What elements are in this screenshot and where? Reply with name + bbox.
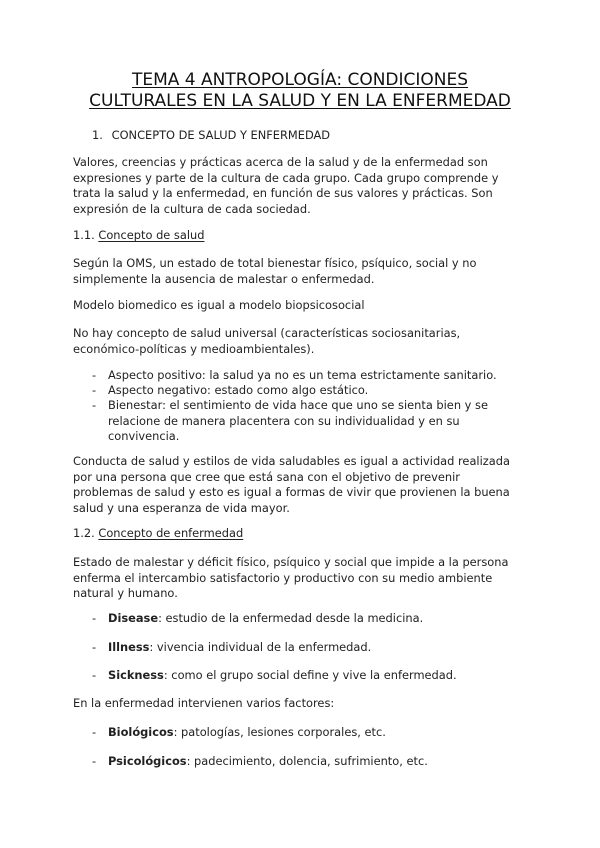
section-heading bbox=[92, 128, 330, 143]
list-dash: - bbox=[92, 725, 97, 739]
paragraph-line: Según la OMS, un estado de total bienestar físico, psíquico, social y no bbox=[73, 256, 477, 270]
list-term: Biológicos bbox=[108, 725, 174, 739]
list-dash: - bbox=[92, 668, 97, 682]
list-term: Illness bbox=[108, 640, 150, 654]
subsection-title: Concepto de enfermedad bbox=[98, 526, 244, 540]
paragraph-line: problemas de salud y esto es igual a formas de vivir que provienen la buena bbox=[73, 485, 510, 500]
factores-intro: En la enfermedad intervienen varios factores: bbox=[73, 696, 335, 710]
paragraph-line: natural y humano. bbox=[73, 586, 178, 601]
paragraph-line: expresión de la cultura de cada sociedad. bbox=[73, 201, 311, 216]
modelo-paragraph: Modelo biomedico es igual a modelo biopsicosocial bbox=[73, 298, 365, 312]
list-desc: : como el grupo social define y vive la enfermedad. bbox=[163, 668, 457, 682]
list-item bbox=[92, 754, 542, 770]
conducta-paragraph bbox=[73, 454, 543, 516]
list-term: Psicológicos bbox=[108, 754, 187, 768]
subsection-number: 1.1. bbox=[73, 228, 95, 242]
subsection-heading-enfermedad bbox=[73, 526, 543, 542]
subsection-heading-salud bbox=[73, 228, 543, 244]
paragraph-line: enferma el intercambio satisfactorio y productivo con su medio ambiente bbox=[73, 570, 493, 585]
paragraph-line: económico-políticas y medioambientales). bbox=[73, 341, 315, 356]
no-hay-paragraph bbox=[73, 326, 543, 357]
list-item-text: convivencia. bbox=[108, 429, 180, 444]
list-item-text: Bienestar: el sentimiento de vida hace que uno se sienta bien y se bbox=[108, 398, 488, 412]
list-desc: : patologías, lesiones corporales, etc. bbox=[173, 725, 386, 739]
title-line-2: CULTURALES EN LA SALUD Y EN LA ENFERMEDAD bbox=[89, 91, 511, 111]
paragraph-line: expresiones y parte de la cultura de cada grupo. Cada grupo comprende y bbox=[73, 170, 499, 185]
title-line-1: TEMA 4 ANTROPOLOGÍA: CONDICIONES bbox=[131, 70, 469, 90]
section-heading-text: CONCEPTO DE SALUD Y ENFERMEDAD bbox=[111, 128, 331, 142]
list-term: Sickness bbox=[108, 668, 164, 682]
paragraph-line: salud y una esperanza de vida mayor. bbox=[73, 500, 290, 515]
oms-paragraph bbox=[73, 256, 543, 287]
estado-paragraph bbox=[73, 555, 543, 602]
subsection-number: 1.2. bbox=[73, 526, 95, 540]
list-dash: - bbox=[92, 383, 97, 397]
list-dash: - bbox=[92, 398, 97, 412]
document-title bbox=[60, 70, 540, 112]
list-desc: : estudio de la enfermedad desde la medicina. bbox=[158, 611, 424, 625]
intro-paragraph bbox=[73, 155, 543, 217]
list-dash: - bbox=[92, 611, 97, 625]
list-dash: - bbox=[92, 368, 97, 382]
list-item bbox=[92, 398, 542, 445]
list-item bbox=[92, 725, 542, 741]
list-item-text: relacione de manera placentera con su individualidad y en su bbox=[108, 413, 460, 428]
paragraph-line: No hay concepto de salud universal (características sociosanitarias, bbox=[73, 326, 461, 340]
section-number: 1. bbox=[92, 128, 103, 142]
list-item bbox=[92, 668, 542, 684]
list-item-text: Aspecto positivo: la salud ya no es un tema estrictamente sanitario. bbox=[108, 368, 497, 382]
list-desc: : vivencia individual de la enfermedad. bbox=[149, 640, 372, 654]
paragraph-line: Valores, creencias y prácticas acerca de la salud y de la enfermedad son bbox=[73, 155, 488, 169]
list-desc: : padecimiento, dolencia, sufrimiento, etc. bbox=[186, 754, 428, 768]
paragraph-line: por una persona que cree que está sana con el objetivo de prevenir bbox=[73, 469, 460, 484]
paragraph-line: Estado de malestar y déficit físico, psíquico y social que impide a la persona bbox=[73, 555, 509, 569]
list-dash: - bbox=[92, 640, 97, 654]
paragraph-line: Conducta de salud y estilos de vida saludables es igual a actividad realizada bbox=[73, 454, 510, 468]
list-item bbox=[92, 611, 542, 627]
list-dash: - bbox=[92, 754, 97, 768]
list-item bbox=[92, 640, 542, 656]
paragraph-line: trata la salud y la enfermedad, en función de sus valores y prácticas. Son bbox=[73, 186, 493, 201]
list-item bbox=[92, 368, 542, 384]
list-term: Disease bbox=[108, 611, 159, 625]
list-item-text: Aspecto negativo: estado como algo estático. bbox=[108, 383, 369, 397]
list-item bbox=[92, 383, 542, 399]
subsection-title: Concepto de salud bbox=[98, 228, 205, 242]
paragraph-line: simplemente la ausencia de malestar o enfermedad. bbox=[73, 271, 375, 286]
